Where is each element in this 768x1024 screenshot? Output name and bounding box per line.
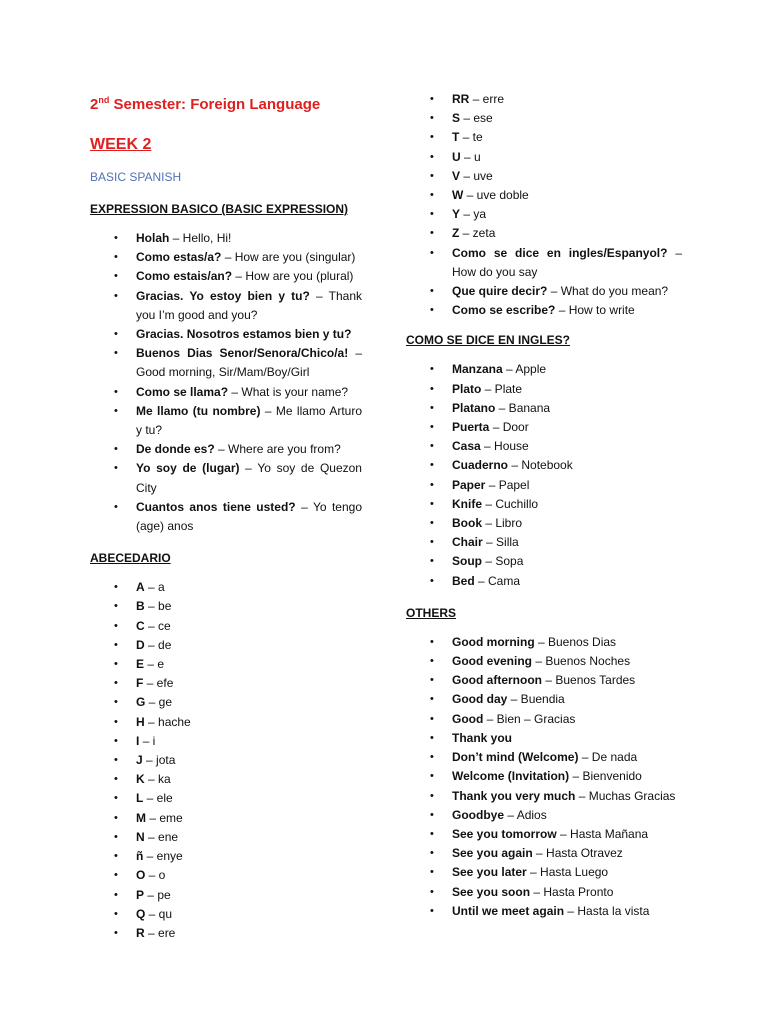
item-meaning: – Cama — [474, 573, 521, 588]
bullet-icon: • — [430, 150, 434, 163]
list-item — [406, 186, 682, 205]
item-term: Good evening — [452, 654, 533, 669]
item-term: Plato — [452, 381, 482, 396]
item-term: L — [136, 791, 144, 806]
bullet-icon: • — [430, 363, 434, 376]
abecedario-heading: ABECEDARIO — [90, 551, 171, 566]
item-term: N — [136, 829, 145, 844]
list-item — [406, 456, 682, 475]
list-item — [406, 863, 682, 882]
list-item — [406, 476, 682, 495]
list-item — [406, 495, 682, 514]
item-meaning: – How to write — [555, 303, 635, 318]
item-term: V — [452, 168, 461, 183]
item-term: Manzana — [452, 362, 503, 377]
list-item — [90, 789, 362, 808]
bullet-icon: • — [430, 655, 434, 668]
item-meaning: – enye — [143, 849, 183, 864]
bullet-icon: • — [114, 600, 118, 613]
list-item — [406, 301, 682, 320]
list-item — [90, 344, 362, 382]
list-item — [406, 109, 682, 128]
item-meaning: – Bienvenido — [569, 769, 642, 784]
item-meaning: – Silla — [482, 535, 519, 550]
bullet-icon: • — [430, 304, 434, 317]
item-meaning: – Hello, Hi! — [169, 231, 232, 245]
bullet-icon: • — [430, 285, 434, 298]
item-term: K — [136, 772, 145, 787]
item-term: Good morning — [452, 634, 535, 649]
item-term: Que quire decir? — [452, 284, 548, 299]
item-meaning: – ce — [144, 618, 171, 633]
bullet-icon: • — [430, 731, 434, 744]
item-term: O — [136, 868, 146, 883]
bullet-icon: • — [114, 715, 118, 728]
item-meaning: – Adios — [504, 807, 547, 822]
item-meaning: – Yo soy de Quezon City — [136, 461, 362, 495]
left-column — [90, 88, 362, 957]
bullet-icon: • — [430, 635, 434, 648]
list-item — [406, 360, 682, 379]
list-item — [406, 205, 682, 224]
item-meaning: – u — [460, 149, 481, 164]
list-item — [90, 459, 362, 497]
item-term: B — [136, 599, 145, 614]
list-item — [90, 828, 362, 847]
item-meaning: – Buenos Noches — [532, 654, 631, 669]
list-item — [406, 533, 682, 552]
item-term: Y — [452, 207, 461, 222]
item-term: Como se llama? — [136, 384, 229, 399]
item-meaning: – de — [144, 637, 172, 652]
item-term: Bed — [452, 573, 475, 588]
item-term: RR — [452, 92, 470, 106]
bullet-icon: • — [114, 830, 118, 843]
item-meaning: – qu — [145, 906, 173, 921]
item-meaning: – Buenos Dias — [534, 634, 617, 649]
bullet-icon: • — [430, 770, 434, 783]
item-meaning: – Door — [489, 420, 529, 435]
item-term: J — [136, 753, 143, 768]
bullet-icon: • — [114, 404, 118, 417]
abecedario-continued-list — [406, 90, 682, 320]
item-meaning: – Buenos Tardes — [542, 673, 636, 688]
list-item — [90, 287, 362, 325]
item-term: Chair — [452, 535, 483, 550]
list-item — [406, 418, 682, 437]
item-term: See you later — [452, 865, 527, 880]
item-meaning: – e — [144, 657, 165, 672]
item-meaning: – Banana — [495, 400, 551, 415]
list-item — [406, 399, 682, 418]
bullet-icon: • — [114, 347, 118, 360]
bullet-icon: • — [430, 459, 434, 472]
item-term: Z — [452, 226, 460, 241]
bullet-icon: • — [114, 926, 118, 939]
item-meaning: – House — [480, 439, 529, 454]
page-title — [90, 88, 362, 117]
title-ordinal: nd — [98, 95, 110, 105]
list-item — [90, 847, 362, 866]
bullet-icon: • — [114, 658, 118, 671]
bullet-icon: • — [114, 289, 118, 302]
list-item — [406, 844, 682, 863]
item-meaning: – ya — [460, 207, 487, 222]
list-item — [90, 674, 362, 693]
subtitle: BASIC SPANISH — [90, 170, 182, 184]
bullet-icon: • — [430, 246, 434, 259]
bullet-icon: • — [430, 827, 434, 840]
list-item — [406, 710, 682, 729]
item-term: Good day — [452, 692, 508, 707]
item-term: D — [136, 637, 145, 652]
bullet-icon: • — [114, 754, 118, 767]
item-term: H — [136, 714, 145, 729]
item-term: I — [136, 733, 140, 748]
bullet-icon: • — [430, 847, 434, 860]
bullet-icon: • — [114, 907, 118, 920]
list-item — [406, 224, 682, 243]
bullet-icon: • — [114, 811, 118, 824]
item-meaning: – How do you say — [452, 245, 682, 279]
item-term: Paper — [452, 477, 486, 492]
bullet-icon: • — [114, 677, 118, 690]
bullet-icon: • — [430, 866, 434, 879]
list-item — [90, 751, 362, 770]
list-item — [406, 690, 682, 709]
item-term: U — [452, 149, 461, 164]
item-term: Como estas/a? — [136, 250, 222, 265]
abecedario-list — [90, 578, 362, 943]
list-item — [406, 787, 682, 806]
item-term: Gracias. Nosotros estamos bien y tu? — [136, 327, 352, 342]
item-term: Thank you very much — [452, 788, 576, 803]
list-item — [406, 244, 682, 282]
list-item — [90, 636, 362, 655]
title-number: 2 — [90, 96, 99, 113]
item-term: De donde es? — [136, 442, 215, 457]
item-meaning: – Me llamo Arturo y tu? — [136, 403, 363, 438]
list-item — [90, 655, 362, 674]
bullet-icon: • — [430, 497, 434, 510]
list-item — [90, 713, 362, 732]
item-meaning: – ge — [145, 695, 173, 710]
item-term: Cuantos anos tiene usted? — [136, 499, 296, 514]
item-meaning: – hache — [144, 714, 191, 729]
item-term: Gracias. Yo estoy bien y tu? — [136, 288, 310, 303]
bullet-icon: • — [430, 169, 434, 182]
others-list — [406, 633, 682, 921]
list-item — [90, 905, 362, 924]
bullet-icon: • — [430, 693, 434, 706]
bullet-icon: • — [114, 328, 118, 341]
list-item — [90, 383, 362, 402]
bullet-icon: • — [430, 751, 434, 764]
item-meaning: – Hasta Luego — [526, 865, 609, 880]
bullet-icon: • — [430, 517, 434, 530]
item-term: Book — [452, 516, 482, 531]
item-term: Como se dice en ingles/Espanyol? — [452, 245, 668, 260]
item-term: Until we meet again — [452, 903, 565, 918]
bullet-icon: • — [114, 850, 118, 863]
item-term: Soup — [452, 554, 482, 569]
others-heading: OTHERS — [406, 605, 457, 620]
item-term: Como estais/an? — [136, 269, 233, 284]
ingles-list — [406, 360, 682, 590]
bullet-icon: • — [114, 270, 118, 283]
list-item — [406, 167, 682, 186]
expression-heading: EXPRESSION BASICO (BASIC EXPRESSION) — [90, 202, 349, 216]
bullet-icon: • — [430, 227, 434, 240]
item-term: Yo soy de (lugar) — [136, 461, 240, 476]
item-meaning: – eme — [146, 810, 183, 825]
list-item — [406, 148, 682, 167]
ingles-heading: COMO SE DICE EN INGLES? — [406, 333, 571, 348]
bullet-icon: • — [430, 789, 434, 802]
list-item — [406, 437, 682, 456]
list-item — [406, 883, 682, 902]
item-meaning: – What is your name? — [228, 384, 349, 399]
bullet-icon: • — [430, 112, 434, 125]
item-meaning: – pe — [144, 887, 171, 902]
bullet-icon: • — [430, 904, 434, 917]
item-term: Good afternoon — [452, 673, 542, 688]
list-item — [406, 902, 682, 921]
bullet-icon: • — [430, 131, 434, 144]
item-meaning: – uve doble — [463, 188, 529, 203]
item-meaning: – te — [459, 130, 483, 145]
list-item — [90, 248, 362, 267]
item-term: S — [452, 111, 461, 126]
bullet-icon: • — [114, 696, 118, 709]
item-meaning: – uve — [460, 168, 493, 183]
item-term: C — [136, 618, 145, 633]
list-item — [90, 770, 362, 789]
item-term: ñ — [136, 849, 144, 864]
bullet-icon: • — [430, 885, 434, 898]
item-meaning: – Apple — [502, 362, 547, 377]
item-term: Welcome (Invitation) — [452, 769, 570, 784]
bullet-icon: • — [114, 888, 118, 901]
item-term: T — [452, 130, 460, 145]
list-item — [406, 552, 682, 571]
bullet-icon: • — [430, 208, 434, 221]
bullet-icon: • — [114, 443, 118, 456]
list-item — [90, 924, 362, 943]
list-item — [406, 825, 682, 844]
item-meaning: – Plate — [481, 381, 523, 396]
item-meaning: – Libro — [482, 516, 523, 531]
item-meaning: – Hasta la vista — [564, 903, 650, 918]
bullet-icon: • — [114, 462, 118, 475]
item-term: See you soon — [452, 884, 531, 899]
item-meaning: – Good morning, Sir/Mam/Boy/Girl — [136, 346, 362, 380]
list-item — [406, 90, 682, 109]
item-term: E — [136, 657, 145, 672]
list-item — [406, 671, 682, 690]
bullet-icon: • — [114, 773, 118, 786]
item-meaning: – o — [145, 868, 166, 883]
bullet-icon: • — [430, 401, 434, 414]
list-item — [406, 282, 682, 301]
item-meaning: – How are you (plural) — [232, 269, 354, 284]
item-meaning: – Cuchillo — [482, 496, 539, 511]
list-item — [90, 578, 362, 597]
bullet-icon: • — [430, 189, 434, 202]
item-term: Don’t mind (Welcome) — [452, 750, 579, 765]
item-meaning: – i — [139, 733, 156, 748]
list-item — [406, 806, 682, 825]
item-meaning: – Hasta Otravez — [532, 846, 623, 861]
item-meaning: – ene — [144, 829, 179, 844]
item-meaning: – Yo tengo (age) anos — [136, 499, 362, 534]
bullet-icon: • — [114, 734, 118, 747]
item-meaning: – ese — [460, 111, 493, 126]
item-meaning: – ka — [144, 772, 171, 787]
item-term: Me llamo (tu nombre) — [136, 403, 261, 418]
item-meaning: – Papel — [485, 477, 530, 492]
list-item — [406, 767, 682, 786]
list-item — [90, 498, 362, 536]
bullet-icon: • — [430, 478, 434, 491]
item-meaning: – Notebook — [508, 458, 573, 473]
bullet-icon: • — [114, 500, 118, 513]
bullet-icon: • — [430, 536, 434, 549]
bullet-icon: • — [114, 581, 118, 594]
bullet-icon: • — [430, 808, 434, 821]
item-meaning: – Buendia — [507, 692, 565, 707]
item-term: Knife — [452, 496, 482, 511]
item-term: Good — [452, 711, 484, 726]
item-meaning: – Thank you I’m good and you? — [136, 288, 362, 322]
bullet-icon: • — [114, 792, 118, 805]
list-item — [90, 693, 362, 712]
item-term: A — [136, 580, 145, 595]
list-item — [90, 267, 362, 286]
item-term: Goodbye — [452, 807, 505, 822]
bullet-icon: • — [114, 619, 118, 632]
item-meaning: – ele — [143, 791, 173, 806]
item-term: M — [136, 810, 146, 825]
list-item — [90, 886, 362, 905]
item-meaning: – ere — [144, 925, 176, 940]
bullet-icon: • — [114, 232, 118, 244]
item-term: Como se escribe? — [452, 303, 556, 318]
bullet-icon: • — [430, 382, 434, 395]
list-item — [406, 633, 682, 652]
item-meaning: – erre — [469, 92, 505, 106]
item-meaning: – Sopa — [482, 554, 524, 569]
item-term: W — [452, 188, 464, 203]
item-term: Holah — [136, 231, 170, 245]
list-item — [406, 729, 682, 748]
list-item — [90, 440, 362, 459]
list-item — [90, 325, 362, 344]
item-term: See you tomorrow — [452, 826, 557, 841]
list-item — [406, 748, 682, 767]
right-column — [406, 90, 682, 935]
item-meaning: – Hasta Mañana — [556, 826, 649, 841]
list-item — [406, 128, 682, 147]
item-term: P — [136, 887, 145, 902]
list-item — [406, 380, 682, 399]
item-meaning: – Muchas Gracias — [575, 788, 676, 803]
bullet-icon: • — [430, 712, 434, 725]
list-item — [406, 572, 682, 591]
list-item — [90, 617, 362, 636]
bullet-icon: • — [430, 421, 434, 434]
item-meaning: – Bien – Gracias — [483, 711, 576, 726]
item-term: See you again — [452, 846, 533, 861]
item-meaning: – What do you mean? — [547, 284, 669, 299]
item-meaning: – jota — [142, 753, 176, 768]
item-term: Thank you — [452, 730, 513, 745]
item-term: Platano — [452, 400, 496, 415]
bullet-icon: • — [114, 869, 118, 882]
list-item — [90, 597, 362, 616]
item-meaning: – efe — [143, 676, 174, 691]
bullet-icon: • — [114, 251, 118, 264]
week-heading: WEEK 2 — [90, 136, 152, 153]
item-term: Puerta — [452, 420, 490, 435]
list-item — [90, 809, 362, 828]
item-meaning: – a — [144, 580, 165, 595]
list-item — [406, 514, 682, 533]
bullet-icon: • — [430, 93, 434, 105]
list-item — [90, 229, 362, 248]
item-meaning: – Where are you from? — [214, 442, 341, 457]
expression-list — [90, 229, 362, 536]
list-item — [90, 402, 362, 440]
item-meaning: – De nada — [578, 750, 638, 765]
bullet-icon: • — [430, 555, 434, 568]
list-item — [90, 732, 362, 751]
bullet-icon: • — [430, 574, 434, 587]
bullet-icon: • — [114, 638, 118, 651]
list-item — [90, 866, 362, 885]
item-term: F — [136, 676, 144, 691]
bullet-icon: • — [430, 674, 434, 687]
item-meaning: – Hasta Pronto — [530, 884, 614, 899]
item-term: Casa — [452, 439, 481, 454]
item-term: R — [136, 925, 145, 940]
item-meaning: – How are you (singular) — [221, 250, 356, 265]
bullet-icon: • — [114, 385, 118, 398]
item-term: Q — [136, 906, 146, 921]
item-term: Cuaderno — [452, 458, 509, 473]
item-term: Buenos Dias Senor/Senora/Chico/a! — [136, 346, 349, 361]
item-term: G — [136, 695, 146, 710]
item-meaning: – be — [144, 599, 172, 614]
bullet-icon: • — [430, 440, 434, 453]
list-item — [406, 652, 682, 671]
title-rest: Semester: Foreign Language — [109, 96, 321, 113]
item-meaning: – zeta — [459, 226, 496, 241]
